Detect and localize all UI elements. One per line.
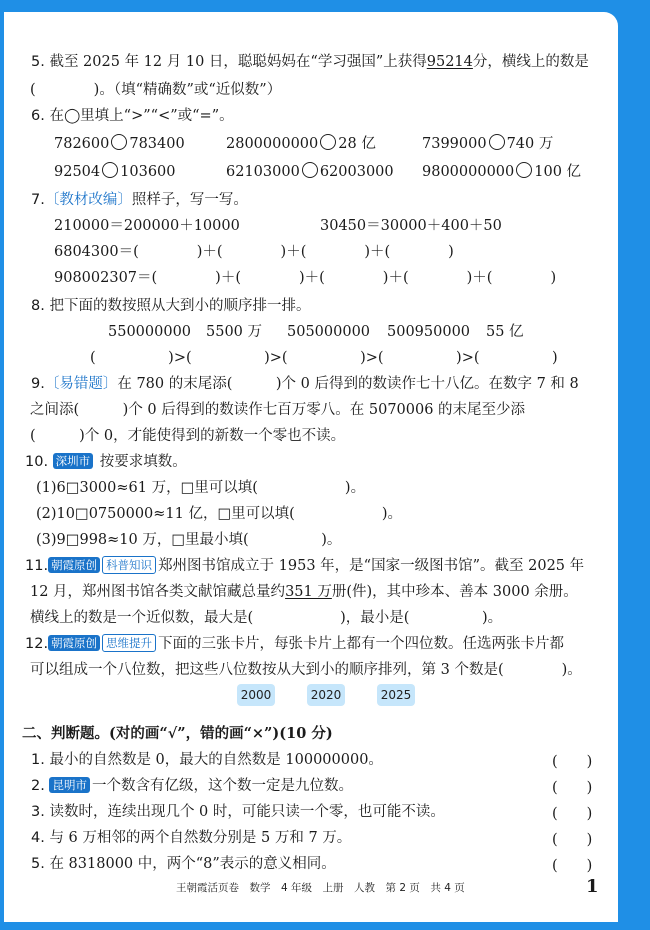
- compare-right: 740 万: [506, 136, 554, 152]
- question-number: 11.: [25, 558, 49, 574]
- question-9-line3: ( )个 0，才能使得到的新数一个零也不读。: [30, 428, 346, 444]
- question-title: 照样子，写一写。: [131, 192, 248, 208]
- question-9-line2: 之间添( )个 0 后得到的数读作七百万零八。在 5070006 的末尾至少添: [30, 402, 526, 418]
- number-item: 55 亿: [486, 324, 524, 340]
- question-11: [25, 556, 584, 576]
- compare-right: 62003000: [319, 164, 394, 180]
- underlined-value: 351 万: [285, 584, 332, 600]
- judge-item: [31, 802, 445, 822]
- judge-item: [31, 828, 351, 848]
- answer-bracket[interactable]: ( ): [552, 858, 593, 874]
- thinking-tag: 思维提升: [102, 634, 156, 652]
- sub-item: (3)9□998≈10 万，□里最小填( )。: [36, 532, 342, 548]
- compare-left: 92504: [54, 164, 101, 180]
- section-title: 二、判断题。(对的画“√”，错的画“×”)(10 分): [22, 725, 333, 742]
- original-tag: 朝霞原创: [48, 557, 100, 573]
- question-title: 按要求填数。: [99, 454, 187, 470]
- number-item: 500950000: [387, 324, 471, 340]
- number-card: 2025: [377, 684, 415, 706]
- judge-text: 与 6 万相邻的两个自然数分别是 5 万和 7 万。: [49, 830, 352, 846]
- question-tag: 〔教材改编〕: [44, 192, 132, 208]
- question-number: 3.: [31, 804, 45, 820]
- answer-bracket[interactable]: ( ): [552, 754, 593, 770]
- question-text: 下面的三张卡片，每张卡片上都有一个四位数。任选两张卡片都: [158, 636, 565, 652]
- question-12: [25, 634, 564, 654]
- judge-item: [31, 776, 353, 796]
- question-text: 12 月，郑州图书馆各类文献馆藏总量约: [30, 584, 286, 600]
- original-tag: 朝霞原创: [48, 635, 100, 651]
- compare-item: [54, 134, 185, 154]
- compare-left: 782600: [54, 136, 110, 152]
- answer-circle[interactable]: [489, 134, 505, 150]
- question-number: 12.: [25, 636, 49, 652]
- ordering-answer-row: ( )>( )>( )>( )>( ): [90, 350, 558, 366]
- number-item: 550000000: [108, 324, 192, 340]
- region-tag: 深圳市: [53, 453, 94, 469]
- example-2: 30450＝30000＋400＋50: [320, 218, 502, 234]
- page-number: 1: [586, 876, 599, 897]
- question-8: [31, 296, 310, 316]
- question-number: 6.: [31, 108, 45, 124]
- example-1: 210000＝200000＋10000: [54, 218, 240, 234]
- compare-item: [226, 134, 376, 154]
- question-text: 郑州图书馆成立于 1953 年，是“国家一级图书馆”。截至 2025 年: [158, 558, 585, 574]
- science-tag: 科普知识: [102, 556, 156, 574]
- answer-circle[interactable]: [320, 134, 336, 150]
- question-title: 把下面的数按照从大到小的顺序排一排。: [49, 298, 311, 314]
- question-10: [25, 452, 187, 472]
- answer-bracket[interactable]: ( ): [552, 780, 593, 796]
- compare-left: 2800000000: [226, 136, 319, 152]
- question-text: 分，横线上的数是: [472, 54, 589, 70]
- answer-bracket[interactable]: ( ): [552, 806, 593, 822]
- question-number: 10.: [25, 454, 49, 470]
- question-number: 5.: [31, 856, 45, 872]
- question-number: 5.: [31, 54, 45, 70]
- number-item: 505000000: [287, 324, 371, 340]
- judge-item: [31, 854, 336, 874]
- answer-circle[interactable]: [111, 134, 127, 150]
- answer-circle[interactable]: [302, 162, 318, 178]
- question-text: 册(件)，其中珍本、善本 3000 余册。: [331, 584, 578, 600]
- question-11-line2: [30, 582, 578, 602]
- judge-text: 在 8318000 中，两个“8”表示的意义相同。: [49, 856, 336, 872]
- fill-row: 6804300＝( )＋( )＋( )＋( ): [54, 244, 454, 260]
- compare-left: 62103000: [226, 164, 300, 180]
- question-number: 1.: [31, 752, 45, 768]
- question-number: 9.: [31, 376, 45, 392]
- compare-item: [54, 162, 176, 182]
- judge-text: 一个数含有亿级，这个数一定是九位数。: [91, 778, 353, 794]
- compare-right: 28 亿: [338, 136, 376, 152]
- underlined-value: 95214: [426, 54, 473, 70]
- question-7: [31, 190, 248, 210]
- question-12-line2: 可以组成一个八位数，把这些八位数按从大到小的顺序排列，第 3 个数是( )。: [30, 662, 582, 678]
- answer-circle[interactable]: [516, 162, 532, 178]
- question-text: 在 780 的末尾添( )个 0 后得到的数读作七十八亿。在数字 7 和 8: [117, 376, 579, 392]
- question-number: 8.: [31, 298, 45, 314]
- number-item: 5500 万: [206, 324, 263, 340]
- compare-right: 783400: [129, 136, 185, 152]
- number-card: 2020: [307, 684, 345, 706]
- question-number: 7.: [31, 192, 45, 208]
- answer-bracket[interactable]: ( ): [552, 832, 593, 848]
- page-footer: 王朝霞活页卷 数学 4 年级 上册 人教 第 2 页 共 4 页: [176, 882, 465, 894]
- question-tag: 〔易错题〕: [44, 376, 118, 392]
- question-11-line3: 横线上的数是一个近似数，最大是( )，最小是( )。: [30, 610, 503, 626]
- judge-text: 最小的自然数是 0，最大的自然数是 100000000。: [49, 752, 383, 768]
- judge-item: [31, 750, 383, 770]
- question-text: 截至 2025 年 12 月 10 日，聪聪妈妈在“学习强国”上获得: [49, 54, 427, 70]
- question-6: [31, 106, 234, 126]
- sub-item: (2)10□0750000≈11 亿，□里可以填( )。: [36, 506, 402, 522]
- question-9: [31, 374, 579, 394]
- question-title: 在◯里填上“>”“<”或“=”。: [49, 108, 234, 124]
- compare-item: [226, 162, 394, 182]
- judge-text: 读数时，连续出现几个 0 时，可能只读一个零，也可能不读。: [49, 804, 445, 820]
- question-number: 2.: [31, 778, 45, 794]
- compare-left: 9800000000: [422, 164, 515, 180]
- compare-item: [422, 162, 581, 182]
- question-number: 4.: [31, 830, 45, 846]
- sub-item: (1)6□3000≈61 万，□里可以填( )。: [36, 480, 366, 496]
- compare-left: 7399000: [422, 136, 487, 152]
- answer-circle[interactable]: [102, 162, 118, 178]
- question-5: [31, 52, 589, 72]
- region-tag: 昆明市: [49, 777, 90, 793]
- fill-row: 908002307＝( )＋( )＋( )＋( )＋( ): [54, 270, 557, 286]
- number-card: 2000: [237, 684, 275, 706]
- compare-right: 100 亿: [534, 164, 582, 180]
- question-5-line2: ( )。（填“精确数”或“近似数”）: [30, 82, 282, 98]
- compare-item: [422, 134, 553, 154]
- compare-right: 103600: [120, 164, 176, 180]
